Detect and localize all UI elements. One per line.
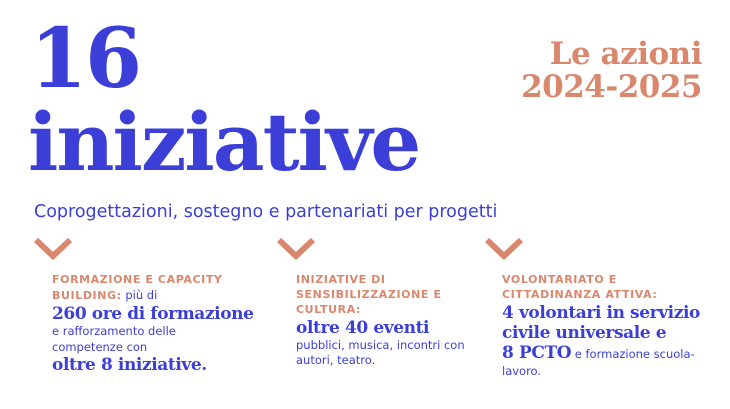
chevron-down-icon xyxy=(484,237,524,261)
chevron-down-icon xyxy=(33,237,73,261)
highlight-pcto: 8 PCTO xyxy=(502,343,572,364)
highlight-volunteers: 4 volontari in servizio civile universale e xyxy=(502,302,700,344)
column-volontariato xyxy=(502,273,707,379)
column-heading: VOLONTARIATO E CITTADINANZA ATTIVA: xyxy=(502,273,658,301)
column-heading xyxy=(52,273,262,304)
column-description-tail: e formazione scuola-lavoro. xyxy=(502,347,695,378)
column-heading-text: FORMAZIONE E CAPACITY BUILDING: xyxy=(52,273,223,302)
column-sensibilizzazione xyxy=(296,273,476,369)
highlight-hours: 260 ore di formazione xyxy=(52,303,254,324)
column-heading: INIZIATIVE DI SENSIBILIZZAZIONE E CULTURA: xyxy=(296,273,442,316)
column-description xyxy=(502,343,707,379)
column-description: e rafforzamento delle competenze con xyxy=(52,324,176,354)
subtitle: Coprogettazioni, sostegno e partenariati per progetti xyxy=(34,202,498,222)
column-formazione xyxy=(52,273,262,376)
column-heading-tail: più di xyxy=(121,287,158,302)
column-description: pubblici, musica, incontri con autori, teatro. xyxy=(296,337,465,368)
period-badge-line2: 2024-2025 xyxy=(521,68,702,105)
chevron-down-icon xyxy=(276,237,316,261)
highlight-events: oltre 40 eventi xyxy=(296,317,430,338)
highlight-initiatives: oltre 8 iniziative. xyxy=(52,355,207,376)
period-badge xyxy=(521,38,702,103)
headline-number: 16 xyxy=(30,11,141,107)
period-badge-line1: Le azioni xyxy=(549,36,702,72)
headline-word: iniziative xyxy=(28,95,420,189)
